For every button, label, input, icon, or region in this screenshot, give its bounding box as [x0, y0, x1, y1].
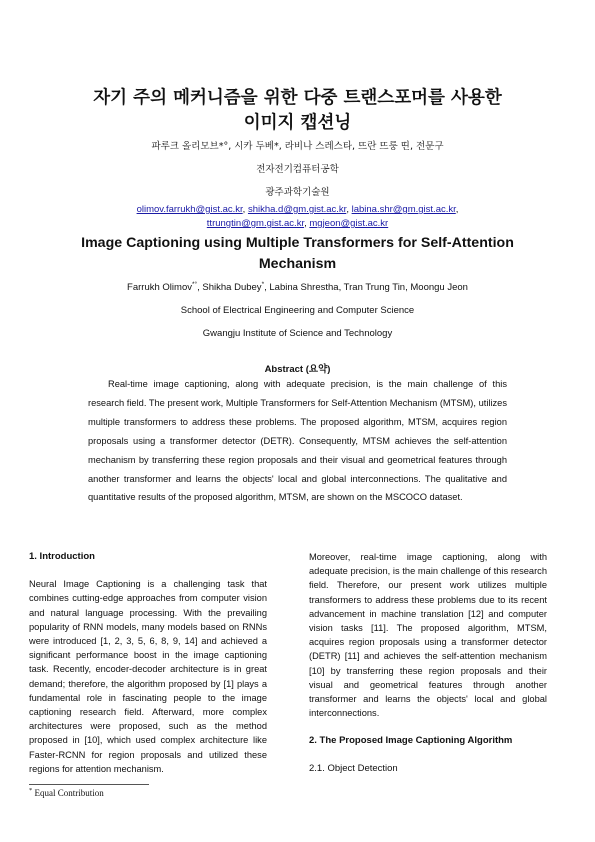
email-line-1 [60, 203, 535, 217]
left-column [29, 550, 267, 776]
korean-title-line-1: 자기 주의 메커니즘을 위한 다중 트랜스포머를 사용한 [93, 88, 502, 108]
introduction-paragraph: Neural Image Captioning is a challenging task that combines cutting-edge approaches from computer vision and natural language processing. With the prevailing popularity of RNN models, many models based on RNNs were introduced [1, 2, 3, 5, 6, 8, 9, 14] and achieved a significant performance boost in the image captioning task. Recently, encoder-decoder architecture is in great demand; therefore, the algorithm proposed by [1] plays a fundamental role in fascinating people to the image captioning research field. Afterward, more complex architectures were proposed, such as the method proposed in [10], which used complex architecture like Faster-RCNN for region proposals and utilized these regions for attention mechanism. [29, 579, 267, 774]
author-dubey: , Shikha Dubey [197, 282, 262, 293]
email-separator: , [346, 204, 352, 215]
abstract-body: Real-time image captioning, along with adequate precision, is the main challenge of this research field. The present work, Multiple Transformers for Self-Attention Mechanism (MTSM), utilizes multiple transformers to address these problems. The proposed algorithm, MTSM, acquires region proposals using a transformer detector (DETR). Consequently, MTSM achieves the self-attention mechanism by transferring these region proposals and their visual and geometrical features through another transformer and learns the objects' local and global interconnections. The qualitative and quantitative results of the proposed algorithm, MTSM, are shown on the MSCOCO dataset. [88, 379, 507, 503]
footnote-divider [29, 784, 149, 785]
author-others: , Labina Shrestha, Tran Trung Tin, Moongu Jeon [264, 282, 468, 293]
email-line-2 [60, 217, 535, 231]
english-authors [40, 282, 555, 293]
korean-affiliation-department: 전자전기컴퓨터공학 [256, 164, 339, 175]
author-olimov: Farrukh Olimov [127, 282, 192, 293]
abstract-heading: Abstract (요약) [264, 364, 331, 375]
email-trailing-comma: , [455, 204, 459, 215]
email-link-olimov[interactable]: olimov.farrukh@gist.ac.kr [136, 204, 243, 215]
object-detection-subheading: 2.1. Object Detection [309, 762, 398, 774]
introduction-heading: 1. Introduction [29, 551, 95, 562]
email-link-jeon[interactable]: mgjeon@gist.ac.kr [309, 218, 389, 229]
english-title-line-2: Mechanism [258, 256, 337, 272]
proposed-algorithm-heading: 2. The Proposed Image Captioning Algorithm [309, 735, 513, 747]
english-affiliation-school: School of Electrical Engineering and Computer Science [180, 305, 415, 316]
author-emails [60, 203, 535, 231]
email-separator: , [304, 218, 310, 229]
english-title-line-1: Image Captioning using Multiple Transformers for Self-Attention [81, 235, 514, 251]
email-separator: , [242, 204, 248, 215]
english-affiliation-institute: Gwangju Institute of Science and Technology [202, 328, 393, 339]
email-link-shikha[interactable]: shikha.d@gm.gist.ac.kr [247, 204, 347, 215]
korean-title-line-2: 이미지 캡션닝 [243, 113, 352, 133]
footnote [29, 788, 104, 798]
english-title [40, 233, 555, 275]
korean-affiliation-institute: 광주과학기술원 [265, 187, 330, 198]
right-column [309, 550, 547, 776]
footnote-mark: * [29, 787, 33, 794]
author-olimov-mark: *° [191, 280, 198, 288]
email-link-tin[interactable]: ttrungtin@gm.gist.ac.kr [206, 218, 305, 229]
email-link-labina[interactable]: labina.shr@gm.gist.ac.kr [351, 204, 456, 215]
korean-title [40, 86, 555, 136]
author-dubey-mark: * [261, 280, 265, 288]
korean-authors: 파루크 올리모브*°, 시카 두베*, 라비나 스레스타, 뜨란 뜨룽 띤, 전문구 [151, 141, 444, 152]
footnote-text: Equal Contribution [32, 788, 104, 798]
introduction-continued-paragraph: Moreover, real-time image captioning, along with adequate precision, is the main challenge of this research field. Therefore, our present work utilizes multiple transformers to address these problems due to its recent advancement in machine translation [12] and computer vision tasks [11]. The proposed algorithm, MTSM, acquires region proposals using a transformer detector (DETR) [11] and achieves the self-attention mechanism [10] by transferring these region proposals and their visual and geometrical features through another transformer and learns the objects' local and global interconnections. [309, 552, 547, 719]
